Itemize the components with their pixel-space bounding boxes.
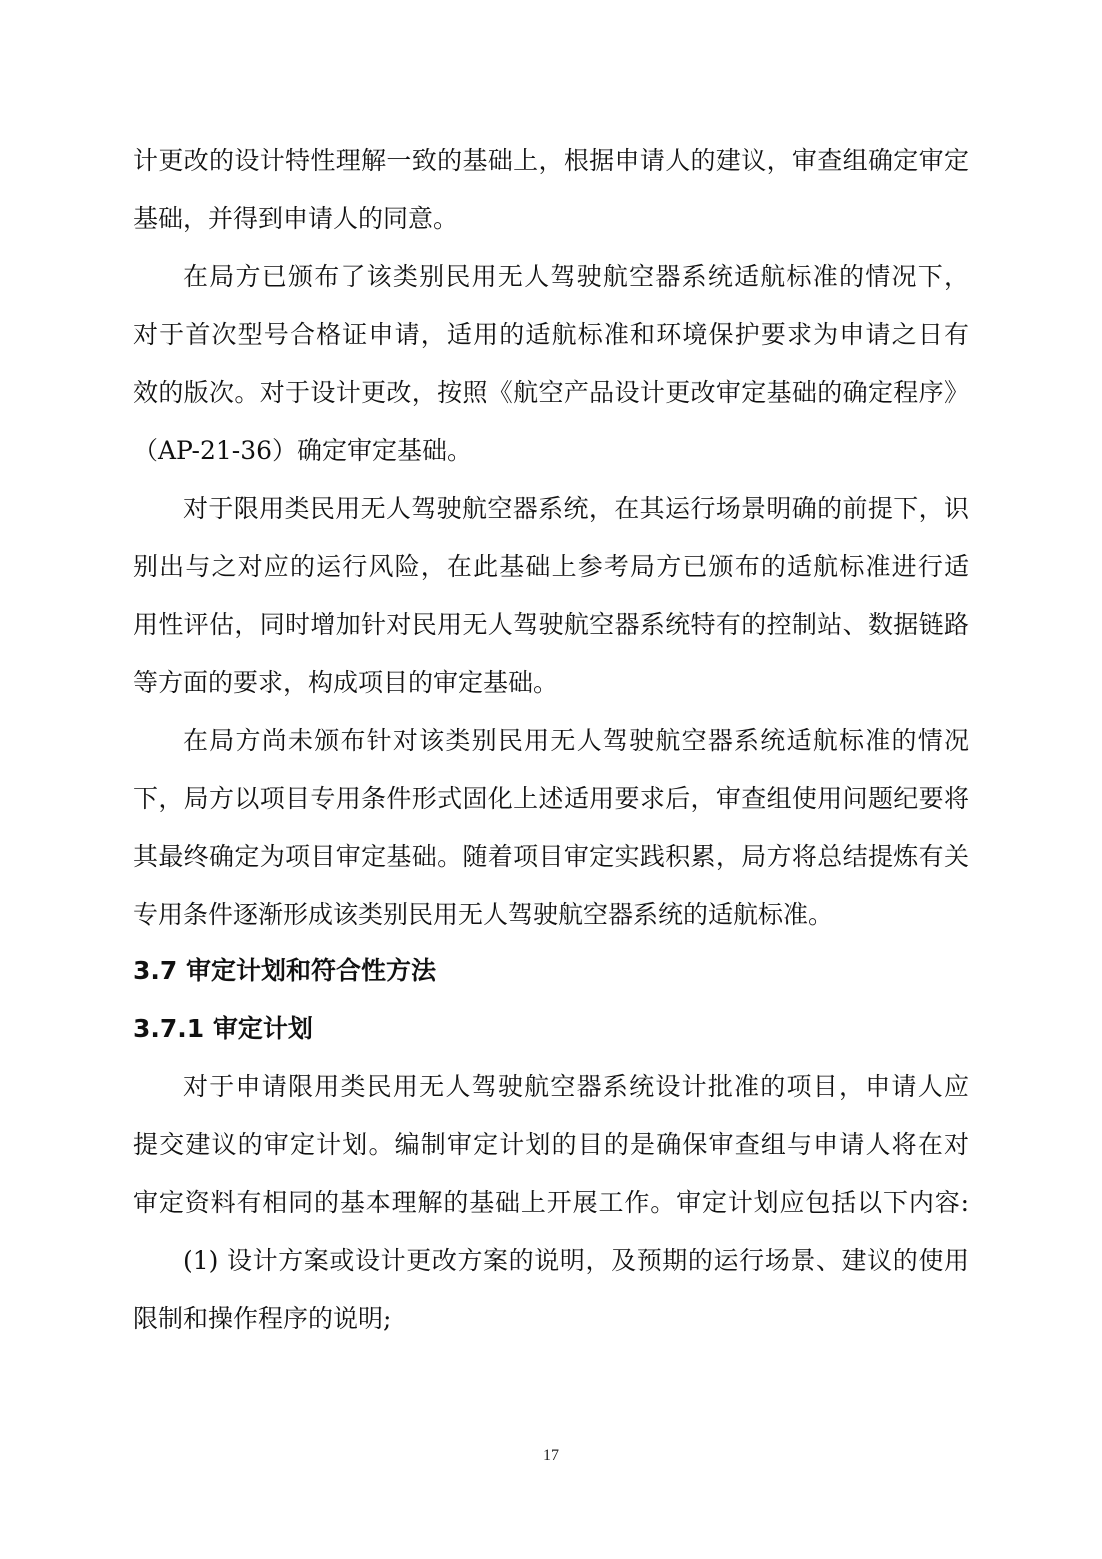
paragraph-5-line-1: 对于申请限用类民用无人驾驶航空器系统设计批准的项目，申请人应 — [183, 1072, 969, 1101]
paragraph-2-line-2: 对于首次型号合格证申请，适用的适航标准和环境保护要求为申请之日有 — [133, 320, 969, 349]
paragraph-4-line-3: 其最终确定为项目审定基础。随着项目审定实践积累，局方将总结提炼有关 — [133, 842, 969, 871]
paragraph-3-line-3: 用性评估，同时增加针对民用无人驾驶航空器系统特有的控制站、数据链路 — [133, 610, 969, 639]
paragraph-4-line-1: 在局方尚未颁布针对该类别民用无人驾驶航空器系统适航标准的情况 — [183, 726, 969, 755]
paragraph-3-line-1: 对于限用类民用无人驾驶航空器系统，在其运行场景明确的前提下，识 — [183, 494, 969, 523]
paragraph-2-line-3: 效的版次。对于设计更改，按照《航空产品设计更改审定基础的确定程序》 — [133, 378, 969, 407]
paragraph-1-line-1: 计更改的设计特性理解一致的基础上，根据申请人的建议，审查组确定审定 — [133, 146, 969, 175]
page-number: 17 — [543, 1447, 559, 1464]
paragraph-4-line-2: 下，局方以项目专用条件形式固化上述适用要求后，审查组使用问题纪要将 — [133, 784, 969, 813]
paragraph-5-line-2: 提交建议的审定计划。编制审定计划的目的是确保审查组与申请人将在对 — [133, 1130, 969, 1159]
paragraph-2-line-4: （AP-21-36）确定审定基础。 — [133, 436, 473, 465]
section-heading-3-7: 3.7 审定计划和符合性方法 — [133, 956, 436, 985]
paragraph-3-line-2: 别出与之对应的运行风险，在此基础上参考局方已颁布的适航标准进行适 — [133, 552, 969, 581]
paragraph-2-line-1: 在局方已颁布了该类别民用无人驾驶航空器系统适航标准的情况下， — [183, 262, 969, 291]
paragraph-3-line-4: 等方面的要求，构成项目的审定基础。 — [133, 668, 559, 697]
list-item-1-line-2: 限制和操作程序的说明; — [133, 1304, 392, 1333]
paragraph-4-line-4: 专用条件逐渐形成该类别民用无人驾驶航空器系统的适航标准。 — [133, 900, 834, 929]
section-heading-3-7-1: 3.7.1 审定计划 — [133, 1014, 313, 1043]
paragraph-1-line-2: 基础，并得到申请人的同意。 — [133, 204, 459, 233]
paragraph-5-line-3: 审定资料有相同的基本理解的基础上开展工作。审定计划应包括以下内容: — [133, 1188, 969, 1217]
list-item-1-line-1: (1) 设计方案或设计更改方案的说明，及预期的运行场景、建议的使用 — [183, 1246, 969, 1275]
